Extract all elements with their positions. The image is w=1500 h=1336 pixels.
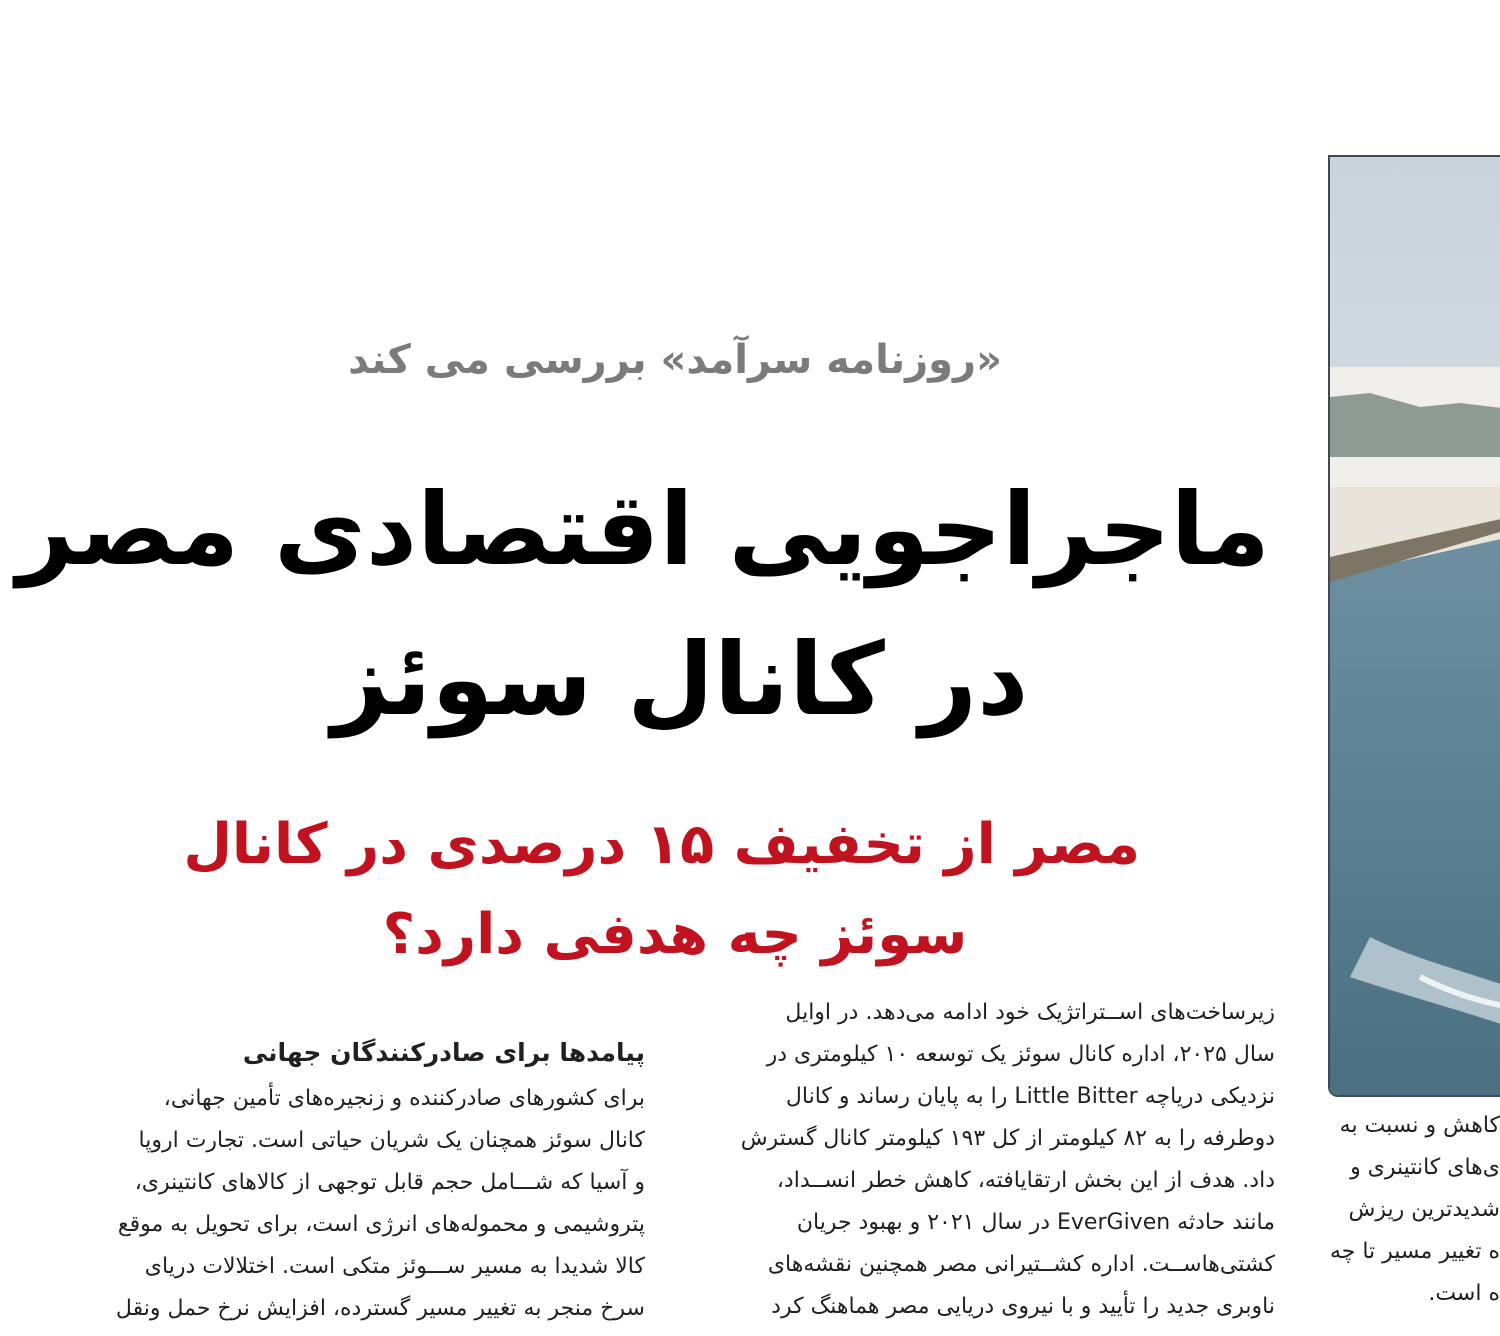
subheadline — [183, 800, 1140, 980]
body-line: پتروشیمی و محموله‌های انرژی است، برای تحویل به موقع — [117, 1212, 645, 1237]
body-line: سال ۲۰۲۵، اداره کانال سوئز یک توسعه ۱۰ کیلومتری در — [766, 1042, 1275, 1067]
body-line: دوطرفه را به ۸۲ کیلومتر از کل ۱۹۳ کیلومتر کانال گسترش — [740, 1126, 1275, 1151]
subheadline-line-2: سوئز چه هدفی دارد؟ — [382, 902, 968, 967]
body-line: ه است. — [1428, 1281, 1500, 1306]
body-line: کانال سوئز همچنان یک شریان حیاتی است. تجارت اروپا — [138, 1128, 645, 1153]
subheadline-line-1: مصر از تخفیف ۱۵ درصدی در کانال — [183, 812, 1140, 877]
canal-photo-image — [1330, 157, 1500, 1095]
body-line: ناوبری جدید را تأیید و با نیروی دریایی مصر هماهنگ کرد — [771, 1294, 1275, 1319]
body-line: سرخ منجر به تغییر مسیر گسترده، افزایش نرخ حمل ونقل — [115, 1296, 645, 1321]
body-line: زیرساخت‌های اســتراتژیک خود ادامه می‌دهد. در اوایل — [785, 1000, 1275, 1025]
article-column-left — [65, 1028, 645, 1336]
body-line: نزدیکی دریاچه Little Bitter را به پایان رساند و کانال — [785, 1084, 1275, 1109]
body-line: شدیدترین ریزش — [1348, 1197, 1500, 1222]
body-line: و آسیا که شـــامل حجم قابل توجهی از کالاهای کانتینری، — [134, 1170, 645, 1195]
headline-line-2: در کانال سوئز — [331, 621, 1029, 738]
body-line: کاهش و نسبت به — [1339, 1113, 1500, 1138]
article-column-right — [1322, 1105, 1500, 1336]
body-line: ی‌های کانتینری و — [1350, 1155, 1500, 1180]
kicker: «روزنامه سرآمد» بررسی می کند — [348, 337, 1002, 383]
body-line: ه تغییر مسیر تا چه — [1329, 1239, 1500, 1264]
body-line: داد. هدف از این بخش ارتقایافته، کاهش خطر انســداد، — [776, 1168, 1275, 1193]
headline — [16, 455, 1270, 775]
body-line: برای کشورهای صادرکننده و زنجیره‌های تأمین جهانی، — [163, 1086, 645, 1111]
canal-photo — [1328, 155, 1500, 1097]
article-column-middle — [695, 992, 1275, 1336]
body-line: مانند حادثه EverGiven در سال ۲۰۲۱ و بهبود جریان — [796, 1210, 1275, 1235]
body-line: کشتی‌هاســت. اداره کشــتیرانی مصر همچنین نقشه‌های — [767, 1252, 1275, 1277]
body-line: کالا شدیدا به مسیر ســـوئز متکی است. اختلالات دریای — [144, 1254, 645, 1279]
section-heading: پیامدها برای صادرکنندگان جهانی — [242, 1038, 645, 1067]
headline-line-1: ماجراجویی اقتصادی مصر — [16, 471, 1270, 588]
